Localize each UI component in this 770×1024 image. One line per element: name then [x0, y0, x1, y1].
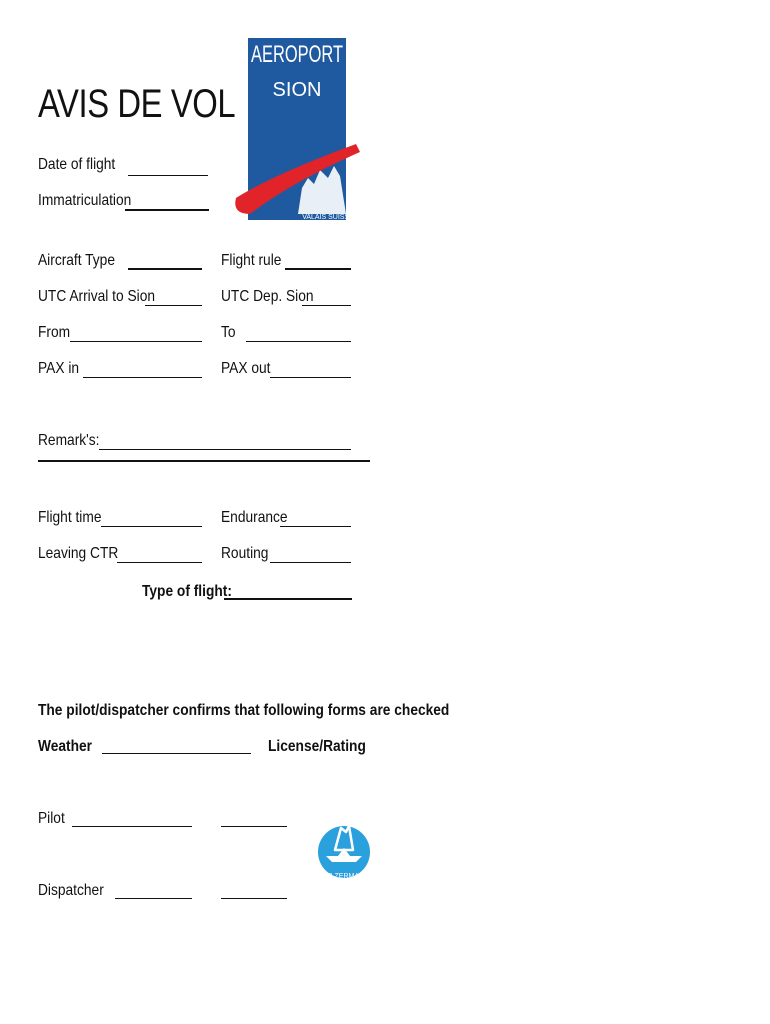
logo-small-text: VALAIS SUISSE: [302, 214, 354, 221]
leaving-ctr-field[interactable]: [117, 562, 202, 563]
dispatcher-name-field[interactable]: [115, 898, 192, 899]
leaving-ctr-label: Leaving CTR: [38, 545, 119, 562]
dispatcher-signature-field[interactable]: [221, 898, 287, 899]
utc-dep-field[interactable]: [302, 305, 351, 306]
air-zermatt-text: AIR ZERMATT: [320, 873, 368, 880]
air-zermatt-logo: [318, 806, 370, 898]
date-of-flight-field[interactable]: [128, 175, 208, 176]
immatriculation-field[interactable]: [125, 209, 209, 211]
plane-icon: [326, 856, 362, 862]
confirm-heading: The pilot/dispatcher confirms that following forms are checked: [38, 702, 450, 719]
routing-field[interactable]: [270, 562, 351, 563]
pax-out-field[interactable]: [270, 377, 351, 378]
to-field[interactable]: [246, 341, 351, 342]
to-label: To: [221, 324, 236, 341]
pax-in-label: PAX in: [38, 360, 80, 377]
dispatcher-label: Dispatcher: [38, 882, 104, 899]
aeroport-sion-logo: [248, 38, 354, 221]
pilot-name-field[interactable]: [72, 826, 192, 827]
utc-arrival-field[interactable]: [145, 305, 202, 306]
type-of-flight-field[interactable]: [224, 598, 352, 600]
flight-rule-label: Flight rule: [221, 252, 282, 269]
remarks-label: Remark's:: [38, 432, 100, 449]
remarks-field[interactable]: [99, 449, 351, 450]
page-title: AVIS DE VOL: [38, 82, 236, 126]
routing-label: Routing: [221, 545, 269, 562]
weather-label: Weather: [38, 738, 93, 755]
aircraft-type-label: Aircraft Type: [38, 252, 115, 269]
flight-time-field[interactable]: [101, 526, 202, 527]
logo-text-aeroport: AEROPORT: [251, 41, 344, 68]
from-field[interactable]: [70, 341, 202, 342]
immatriculation-label: Immatriculation: [38, 192, 132, 209]
utc-dep-label: UTC Dep. Sion: [221, 288, 314, 305]
license-rating-label: License/Rating: [268, 738, 366, 755]
date-of-flight-label: Date of flight: [38, 156, 116, 173]
pilot-label: Pilot: [38, 810, 65, 827]
pax-out-label: PAX out: [221, 360, 271, 377]
endurance-label: Endurance: [221, 509, 288, 526]
utc-arrival-label: UTC Arrival to Sion: [38, 288, 156, 305]
weather-field[interactable]: [102, 753, 251, 754]
aircraft-type-field[interactable]: [128, 268, 202, 270]
remarks-second-line[interactable]: [38, 460, 370, 462]
logo-text-sion: SION: [272, 79, 322, 101]
flight-time-label: Flight time: [38, 509, 102, 526]
from-label: From: [38, 324, 71, 341]
type-of-flight-label: Type of flight:: [142, 583, 232, 600]
flight-rule-field[interactable]: [285, 268, 351, 270]
pilot-signature-field[interactable]: [221, 826, 287, 827]
endurance-field[interactable]: [280, 526, 351, 527]
pax-in-field[interactable]: [83, 377, 202, 378]
